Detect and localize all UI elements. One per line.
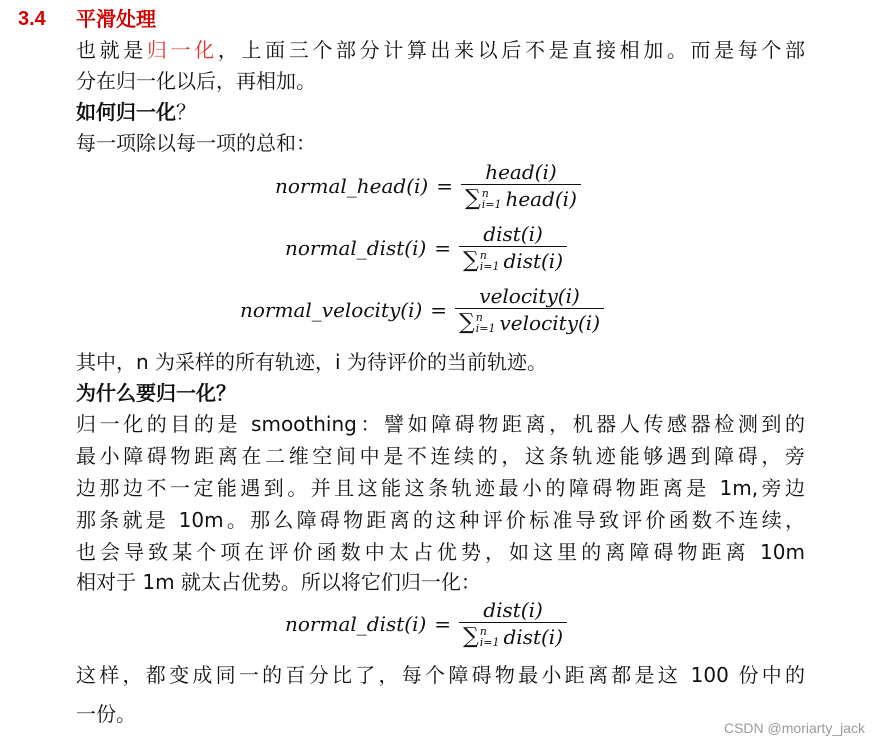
sum-limits	[482, 188, 502, 210]
formula-normal-velocity	[240, 284, 604, 335]
fraction-numerator: velocity(i)	[479, 284, 580, 308]
section-number: 3.4	[18, 8, 46, 30]
sum-upper: n	[475, 311, 483, 324]
fraction-denominator	[455, 308, 604, 335]
intro-text: ，上面三个部分计算出来以后不是直接相加。而是每个部	[217, 38, 806, 62]
intro-line-2: 分在归一化以后，再相加。	[76, 69, 316, 93]
formula-lhs: normal_dist(i)	[285, 611, 427, 636]
how-heading-text: 如何归一化	[76, 100, 176, 124]
conclusion-line-2: 一份。	[76, 702, 136, 726]
sum-symbol: ∑	[463, 248, 479, 273]
fraction	[459, 222, 567, 273]
fraction-numerator: head(i)	[485, 160, 557, 184]
denominator-term: dist(i)	[503, 249, 564, 273]
fraction-denominator	[459, 622, 567, 649]
fraction-numerator: dist(i)	[483, 598, 543, 622]
sum-limits	[480, 250, 500, 272]
formula-equals: =	[434, 611, 452, 636]
conclusion-line-1: 这样，都变成同一的百分比了，每个障碍物最小距离都是这 100 份中的	[76, 663, 805, 687]
why-heading: 为什么要归一化？	[76, 381, 236, 405]
formula-lhs: normal_dist(i)	[285, 235, 427, 260]
sum-symbol: ∑	[463, 624, 479, 649]
sum-lower: i=1	[475, 322, 496, 335]
sum-symbol: ∑	[464, 186, 481, 211]
intro-line-1	[76, 35, 805, 65]
highlight-normalization: 归一化	[146, 38, 218, 62]
formula-equals: =	[434, 235, 452, 260]
formula-normal-head	[275, 160, 581, 211]
sum-lower: i=1	[479, 260, 500, 273]
fraction-numerator: dist(i)	[483, 222, 543, 246]
sum-limits	[476, 312, 496, 334]
formula-normal-dist-repeat	[285, 598, 567, 649]
sum-limits	[480, 626, 500, 648]
fraction-denominator	[461, 184, 581, 211]
why-line-6: 相对于 1m 就太占优势。所以将它们归一化：	[76, 570, 481, 594]
sum-upper: n	[481, 187, 489, 200]
why-line-4: 那条就是 10m。那么障碍物距离的这种评价标准导致评价函数不连续，	[76, 508, 805, 532]
fraction	[455, 284, 604, 335]
fraction-denominator	[459, 246, 567, 273]
fraction	[459, 598, 567, 649]
sum-upper: n	[479, 249, 487, 262]
why-line-1: 归一化的目的是 smoothing：譬如障碍物距离，机器人传感器检测到的	[76, 412, 805, 436]
fraction	[461, 160, 581, 211]
where-text: 其中，n 为采样的所有轨迹，i 为待评价的当前轨迹。	[76, 350, 547, 374]
denominator-term: head(i)	[505, 187, 577, 211]
section-title: 平滑处理	[76, 7, 156, 31]
sum-upper: n	[479, 625, 487, 638]
sum-lower: i=1	[479, 636, 500, 649]
formula-normal-dist	[285, 222, 567, 273]
formula-lhs: normal_head(i)	[275, 173, 429, 198]
denominator-term: velocity(i)	[499, 311, 601, 335]
why-line-2: 最小障碍物距离在二维空间中是不连续的，这条轨迹能够遇到障碍，旁	[76, 444, 805, 468]
sum-symbol: ∑	[459, 310, 475, 335]
intro-text: 也就是	[76, 38, 147, 62]
formula-equals: =	[430, 297, 448, 322]
how-heading	[76, 97, 805, 127]
formula-equals: =	[436, 173, 453, 198]
how-description: 每一项除以每一项的总和：	[76, 131, 316, 155]
why-line-3: 边那边不一定能遇到。并且这能这条轨迹最小的障碍物距离是 1m,旁边	[76, 476, 805, 500]
watermark: CSDN @moriarty_jack	[723, 720, 865, 736]
how-heading-mark: ？	[176, 100, 196, 124]
sum-lower: i=1	[481, 198, 502, 211]
why-line-5: 也会导致某个项在评价函数中太占优势，如这里的离障碍物距离 10m	[76, 540, 805, 564]
formula-lhs: normal_velocity(i)	[240, 297, 423, 322]
denominator-term: dist(i)	[503, 625, 564, 649]
